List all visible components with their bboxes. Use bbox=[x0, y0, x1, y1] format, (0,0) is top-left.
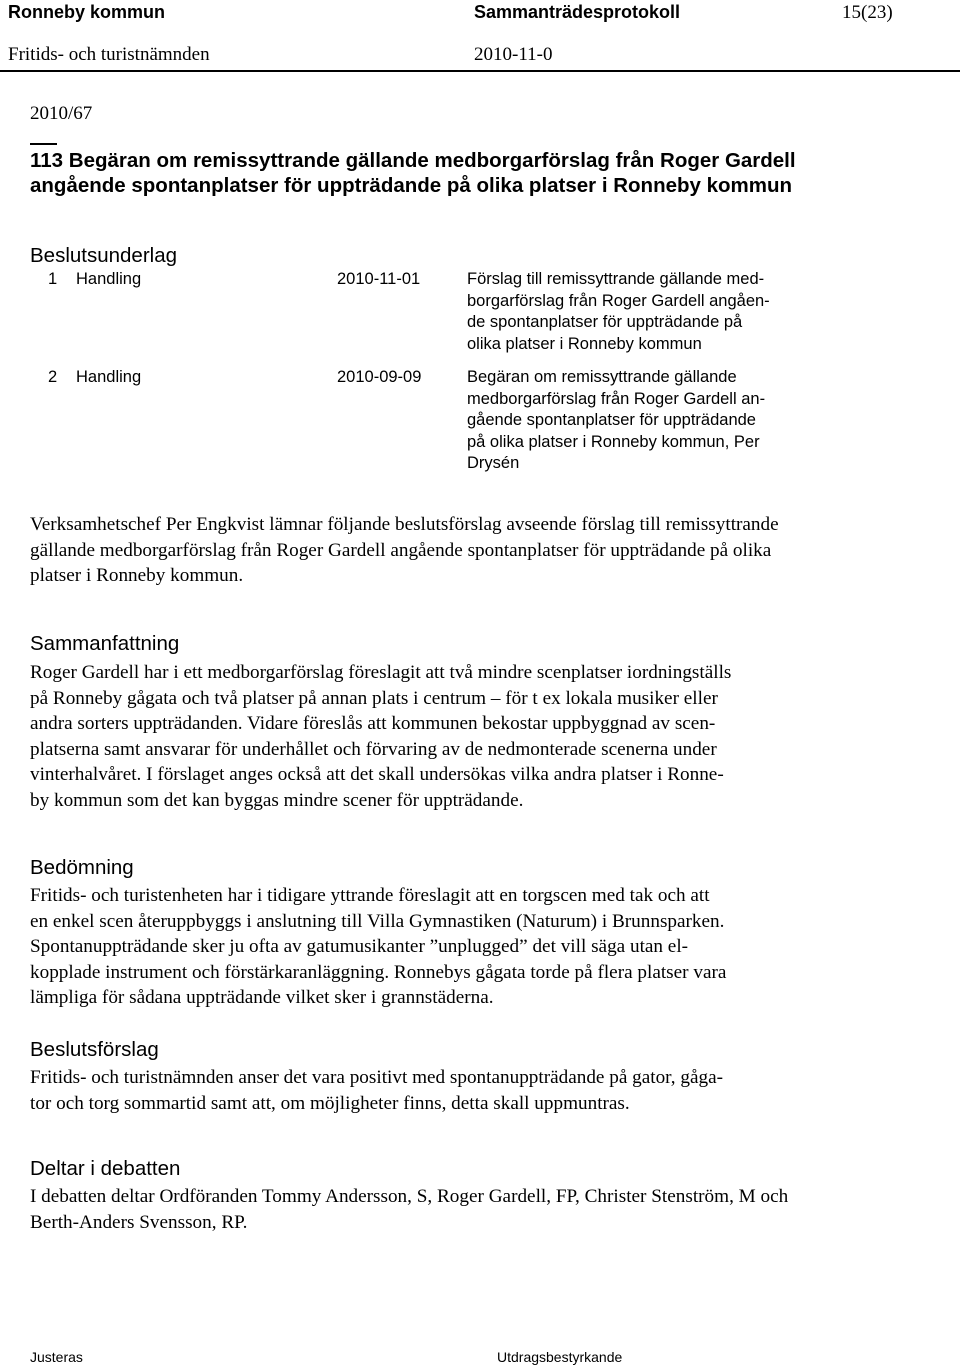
intro-paragraph bbox=[30, 512, 940, 589]
section-title-line: angående spontanplatser för uppträdande på olika platser i Ronneby kommun bbox=[30, 174, 793, 197]
paragraph-line: Verksamhetschef Per Engkvist lämnar följande beslutsförslag avseende förslag till remissyttrande bbox=[30, 514, 779, 535]
debatt-paragraph bbox=[30, 1184, 940, 1235]
attachment-description-line: gående spontanplatser för uppträdande bbox=[467, 411, 756, 429]
paragraph-line: platserna samt ansvarar för underhållet och förvaring av de nedmonterade scenerna under bbox=[30, 738, 717, 760]
attachment-description bbox=[467, 367, 827, 475]
bedomning-heading: Bedömning bbox=[30, 856, 134, 879]
paragraph-line: vinterhalvåret. I förslaget anges också att det skall undersökas vilka andra platser i Ronne- bbox=[30, 764, 724, 785]
sammanfattning-paragraph bbox=[30, 660, 940, 813]
attachment-row bbox=[0, 269, 960, 359]
attachment-number: 2 bbox=[48, 368, 58, 386]
attachment-description-line: Drysén bbox=[467, 454, 520, 472]
attachment-type: Handling bbox=[76, 368, 142, 386]
paragraph-line: andra sorters uppträdanden. Vidare föreslås att kommunen bekostar uppbyggnad av scen- bbox=[30, 713, 716, 734]
attachment-description bbox=[467, 269, 827, 355]
paragraph-line: gällande medborgarförslag från Roger Gardell angående spontanplatser för uppträdande på olika bbox=[30, 539, 772, 561]
paragraph-line: en enkel scen återuppbyggs i anslutning till Villa Gymnastiken (Naturum) i Brunnsparken. bbox=[30, 910, 725, 932]
attachment-description-line: Förslag till remissyttrande gällande med- bbox=[467, 270, 765, 288]
paragraph-line: lämpliga för sådana uppträdande vilket sker i grannstäderna. bbox=[30, 987, 494, 1008]
paragraph-line: tor och torg sommartid samt att, om möjligheter finns, detta skall uppmuntras. bbox=[30, 1092, 630, 1114]
paragraph-line: kopplade instrument och förstärkaranläggning. Ronnebys gågata torde på flera platser vara bbox=[30, 961, 727, 983]
attachment-number: 1 bbox=[48, 270, 58, 288]
beslutsunderlag-heading: Beslutsunderlag bbox=[30, 244, 178, 267]
sammanfattning-heading: Sammanfattning bbox=[30, 632, 180, 655]
attachment-description-line: de spontanplatser för uppträdande på bbox=[467, 313, 743, 331]
debatt-heading: Deltar i debatten bbox=[30, 1157, 181, 1180]
paragraph-line: på Ronneby gågata och två platser på annan plats i centrum – för t ex lokala musiker eller bbox=[30, 687, 718, 709]
header-rule bbox=[0, 70, 960, 72]
attachment-date: 2010-09-09 bbox=[337, 368, 422, 386]
title-rule bbox=[30, 143, 57, 145]
diary-number: 2010/67 bbox=[30, 103, 93, 124]
paragraph-line: by kommun som det kan byggas mindre scener för uppträdande. bbox=[30, 789, 524, 811]
meeting-date: 2010-11-0 bbox=[474, 44, 553, 65]
section-title-line: 113 Begäran om remissyttrande gällande medborgarförslag från Roger Gardell bbox=[30, 149, 796, 172]
attachment-description-line: Begäran om remissyttrande gällande bbox=[467, 368, 737, 386]
committee-name: Fritids- och turistnämnden bbox=[8, 44, 210, 65]
attachment-description-line: medborgarförslag från Roger Gardell an- bbox=[467, 389, 766, 408]
paragraph-line: Roger Gardell har i ett medborgarförslag föreslagit att två mindre scenplatser iordningställs bbox=[30, 662, 732, 683]
attachment-description-line: borgarförslag från Roger Gardell angåen- bbox=[467, 291, 770, 310]
org-name: Ronneby kommun bbox=[8, 2, 166, 22]
footer-utdragsbestyrkande: Utdragsbestyrkande bbox=[497, 1349, 623, 1365]
bedomning-paragraph bbox=[30, 883, 940, 1011]
attachment-row bbox=[0, 367, 960, 477]
page-number: 15(23) bbox=[842, 2, 893, 23]
paragraph-line: Berth-Anders Svensson, RP. bbox=[30, 1211, 248, 1233]
footer-justeras: Justeras bbox=[30, 1349, 83, 1365]
attachment-description-line: på olika platser i Ronneby kommun, Per bbox=[467, 432, 760, 451]
page-header bbox=[0, 0, 960, 72]
doc-type: Sammanträdesprotokoll bbox=[474, 2, 681, 22]
paragraph-line: I debatten deltar Ordföranden Tommy Andersson, S, Roger Gardell, FP, Christer Stenström, M och bbox=[30, 1186, 789, 1207]
paragraph-line: Fritids- och turistenheten har i tidigare yttrande föreslagit att en torgscen med tak och att bbox=[30, 885, 710, 906]
attachment-type: Handling bbox=[76, 270, 142, 288]
page-footer bbox=[0, 1345, 960, 1370]
attachment-date: 2010-11-01 bbox=[337, 270, 421, 288]
beslutsforslag-heading: Beslutsförslag bbox=[30, 1038, 159, 1061]
section-title bbox=[30, 148, 930, 198]
beslutsforslag-paragraph bbox=[30, 1065, 940, 1116]
attachment-description-line: olika platser i Ronneby kommun bbox=[467, 334, 702, 353]
paragraph-line: Spontanuppträdande sker ju ofta av gatumusikanter ”unplugged” det vill säga utan el- bbox=[30, 936, 689, 957]
paragraph-line: Fritids- och turistnämnden anser det vara positivt med spontanuppträdande på gator, gåga- bbox=[30, 1067, 723, 1088]
paragraph-line: platser i Ronneby kommun. bbox=[30, 565, 244, 586]
